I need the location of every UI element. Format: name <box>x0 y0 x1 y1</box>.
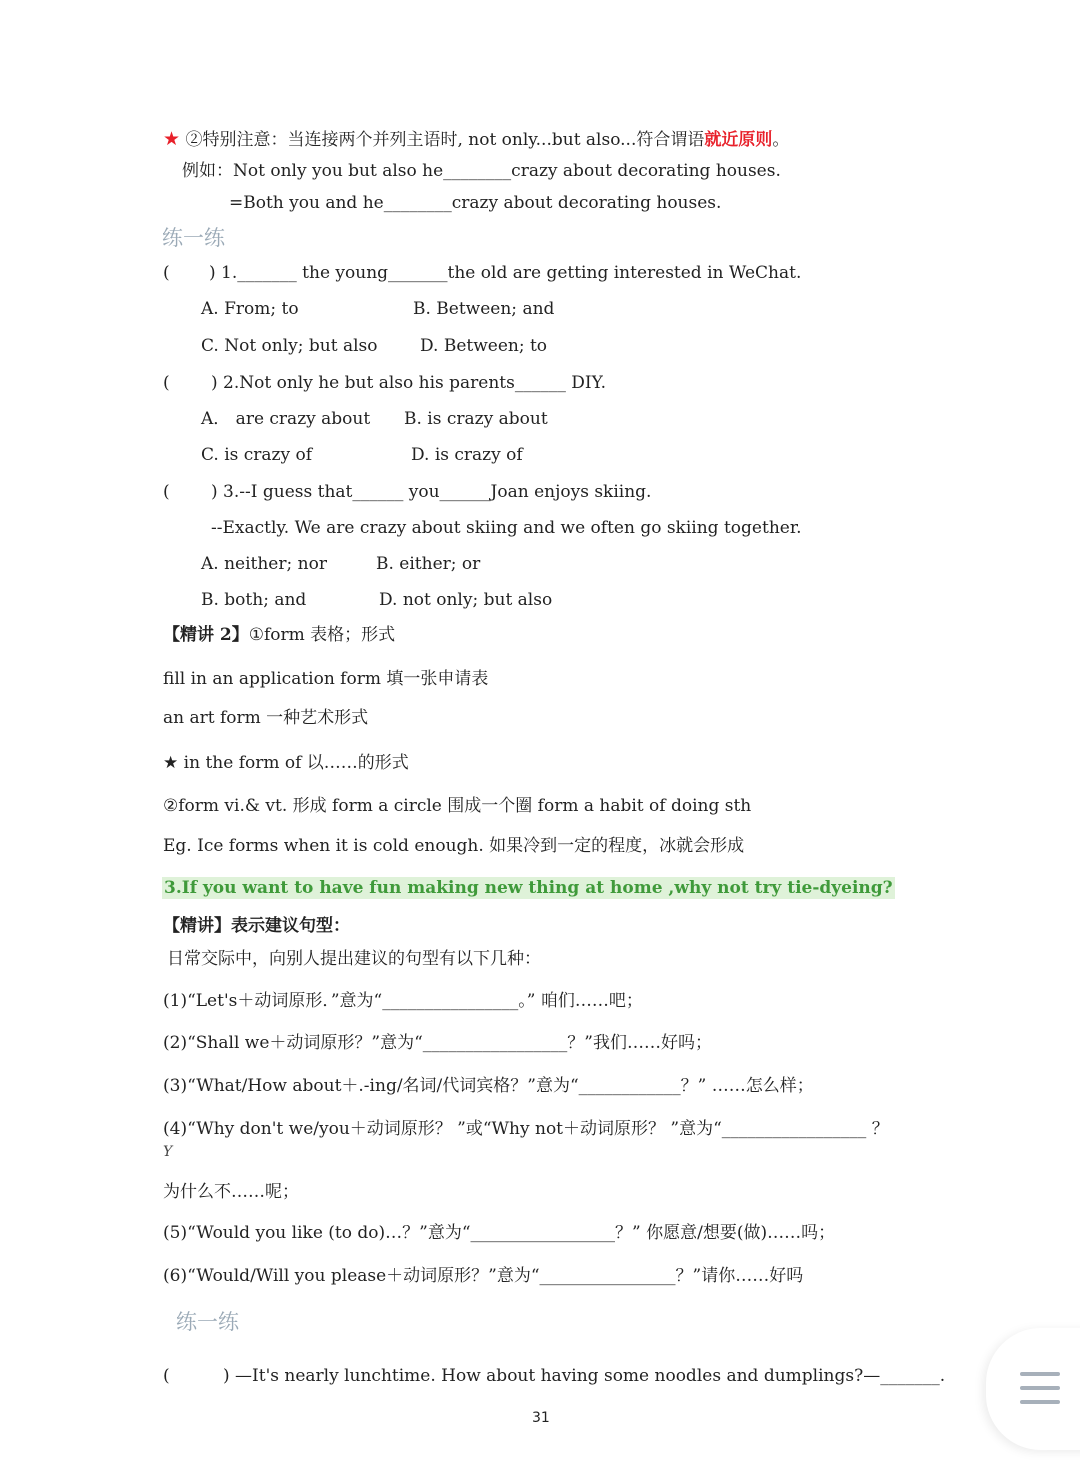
practice2-stem: ) —It's nearly lunchtime. How about having some noodles and dumplings?—_______. <box>223 1366 946 1386</box>
q2-stem: ) 2.Not only he but also his parents______ DIY. <box>211 373 607 393</box>
suggestion-item-3: (3)“What/How about＋.-ing/名词/代词宾格？”意为“____________？” ……怎么样； <box>163 1076 814 1096</box>
lecture2-line5: Eg. Ice forms when it is cold enough. 如果冷到一定的程度，冰就会形成 <box>163 836 745 856</box>
note-line: ★ ②特别注意：当连接两个并列主语时, not only...but also...符合谓语就近原则。 <box>163 128 790 150</box>
page-number: 31 <box>532 1410 550 1426</box>
q1-option-a: A. From; to <box>201 299 299 319</box>
section3-title: 【精讲】表示建议句型： <box>163 916 350 936</box>
q1-option-b: B. Between; and <box>413 299 555 319</box>
section3-intro: 日常交际中，向别人提出建议的句型有以下几种： <box>167 949 541 969</box>
red-star-icon: ★ <box>163 128 181 150</box>
q2-option-d: D. is crazy of <box>411 445 523 465</box>
q2-option-b: B. is crazy about <box>404 409 548 429</box>
q3-reply: --Exactly. We are crazy about skiing and we often go skiing together. <box>211 518 802 538</box>
q3-option-d: D. not only; but also <box>379 590 553 610</box>
suggestion-item-1: (1)“Let's＋动词原形．”意为“________________。” 咱们……吧； <box>163 991 643 1011</box>
practice-heading: 练一练 <box>162 226 225 250</box>
q3-paren: ( <box>163 482 170 502</box>
lecture2-line2: an art form 一种艺术形式 <box>163 708 369 728</box>
q1-paren: ( <box>163 263 170 283</box>
q3-option-b: B. either; or <box>376 554 481 574</box>
practice2-paren: ( <box>163 1366 170 1386</box>
practice-heading-2: 练一练 <box>176 1310 239 1334</box>
q1-option-c: C. Not only; but also <box>201 336 378 356</box>
stray-mark: Y <box>163 1144 173 1160</box>
suggestion-item-4-cont: 为什么不……呢； <box>163 1182 299 1202</box>
suggestion-item-6: (6)“Would/Will you please＋动词原形？”意为“________________？”请你……好吗 <box>163 1266 804 1286</box>
example-line-2: =Both you and he________crazy about decorating houses. <box>229 193 722 213</box>
example-line-1: 例如：Not only you but also he________crazy about decorating houses. <box>182 161 781 181</box>
q3-option-a: A. neither; nor <box>201 554 327 574</box>
q3-stem: ) 3.--I guess that______ you______Joan enjoys skiing. <box>211 482 652 502</box>
emphasis-text: 就近原则 <box>704 130 773 150</box>
section3-heading: 3.If you want to have fun making new thing at home ,why not try tie-dyeing? <box>164 878 893 898</box>
q2-option-a: A． are crazy about <box>201 409 371 429</box>
q2-paren: ( <box>163 373 170 393</box>
suggestion-item-2: (2)“Shall we＋动词原形？”意为“_________________？”我们……好吗； <box>163 1033 712 1053</box>
menu-button[interactable] <box>986 1328 1080 1450</box>
black-star-icon: ★ <box>163 753 179 773</box>
lecture2-title: 【精讲 2】①form 表格；形式 <box>163 625 396 645</box>
lecture2-line1: fill in an application form 填一张申请表 <box>163 669 489 689</box>
q3-option-c: B. both; and <box>201 590 307 610</box>
lecture2-line3: ★ in the form of 以……的形式 <box>163 753 409 773</box>
q2-option-c: C. is crazy of <box>201 445 313 465</box>
q1-option-d: D. Between; to <box>420 336 548 356</box>
q1-stem: ) 1._______ the young_______the old are getting interested in WeChat. <box>209 263 802 283</box>
suggestion-item-4: (4)“Why don't we/you＋动词原形？ ”或“Why not＋动词原形？ ”意为“_________________ ？ <box>163 1119 889 1139</box>
suggestion-item-5: (5)“Would you like (to do)…？”意为“_________________？” 你愿意/想要(做)……吗； <box>163 1223 836 1243</box>
lecture2-line4: ②form vi.& vt. 形成 form a circle 围成一个圈 form a habit of doing sth <box>163 796 752 816</box>
